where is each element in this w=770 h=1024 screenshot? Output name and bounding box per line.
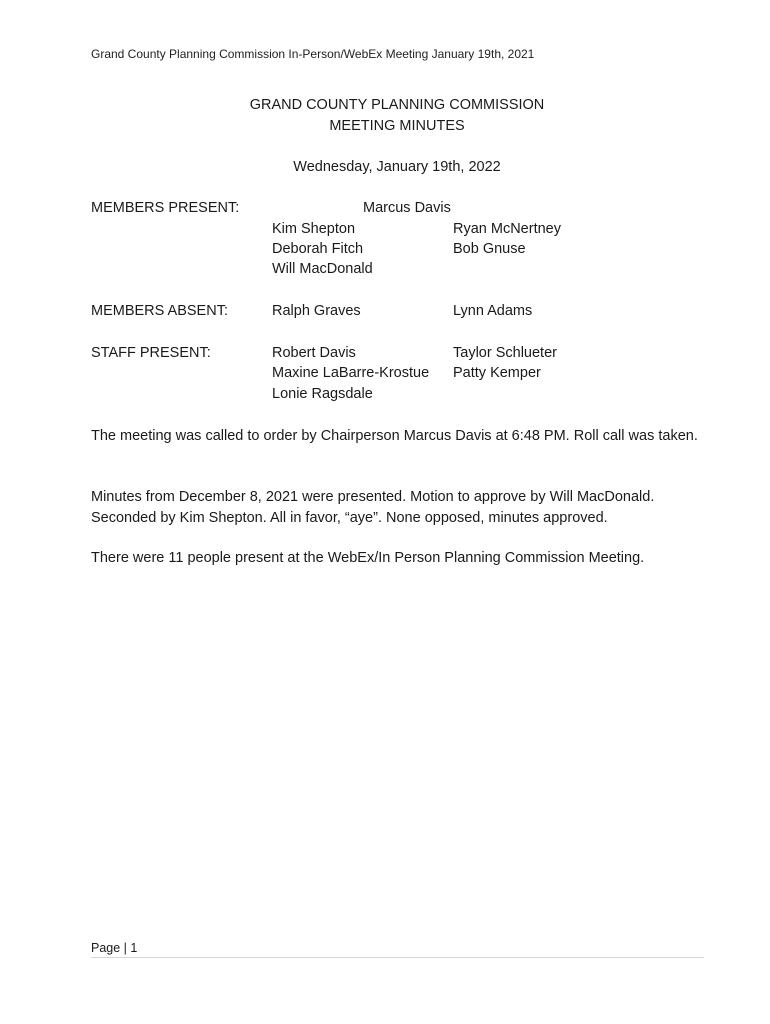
staff-name: Maxine LaBarre-Krostue <box>272 365 430 381</box>
members-absent-label: MEMBERS ABSENT: <box>91 303 228 319</box>
member-present-name: Bob Gnuse <box>453 241 526 257</box>
staff-present-label: STAFF PRESENT: <box>91 345 211 361</box>
staff-name: Robert Davis <box>272 345 356 361</box>
attendance-count-paragraph: There were 11 people present at the WebEx/In Person Planning Commission Meeting. <box>91 550 645 566</box>
document-title: GRAND COUNTY PLANNING COMMISSION <box>249 97 545 113</box>
minutes-approval-paragraph: Minutes from December 8, 2021 were presented. Motion to approve by Will MacDonald. Seconded by Kim Shepton. All in favor, “aye”. None opposed, minutes approved. <box>91 489 655 526</box>
staff-name: Taylor Schlueter <box>453 345 557 361</box>
member-present-name: Ryan McNertney <box>453 221 561 237</box>
running-header: Grand County Planning Commission In-Person/WebEx Meeting January 19th, 2021 <box>91 47 535 61</box>
chairperson-name: Marcus Davis <box>363 200 451 216</box>
staff-name: Lonie Ragsdale <box>272 386 373 402</box>
meeting-date: Wednesday, January 19th, 2022 <box>293 159 501 175</box>
call-to-order-paragraph: The meeting was called to order by Chairperson Marcus Davis at 6:48 PM. Roll call was taken. <box>91 428 698 444</box>
member-absent-name: Lynn Adams <box>453 303 533 319</box>
members-present-label: MEMBERS PRESENT: <box>91 200 240 216</box>
member-present-name: Will MacDonald <box>272 261 373 277</box>
footer-divider <box>91 957 704 958</box>
member-present-name: Kim Shepton <box>272 221 356 237</box>
member-absent-name: Ralph Graves <box>272 303 361 319</box>
staff-name: Patty Kemper <box>453 365 541 381</box>
page-number: Page | 1 <box>91 941 138 955</box>
member-present-name: Deborah Fitch <box>272 241 364 257</box>
document-subtitle: MEETING MINUTES <box>329 118 465 134</box>
